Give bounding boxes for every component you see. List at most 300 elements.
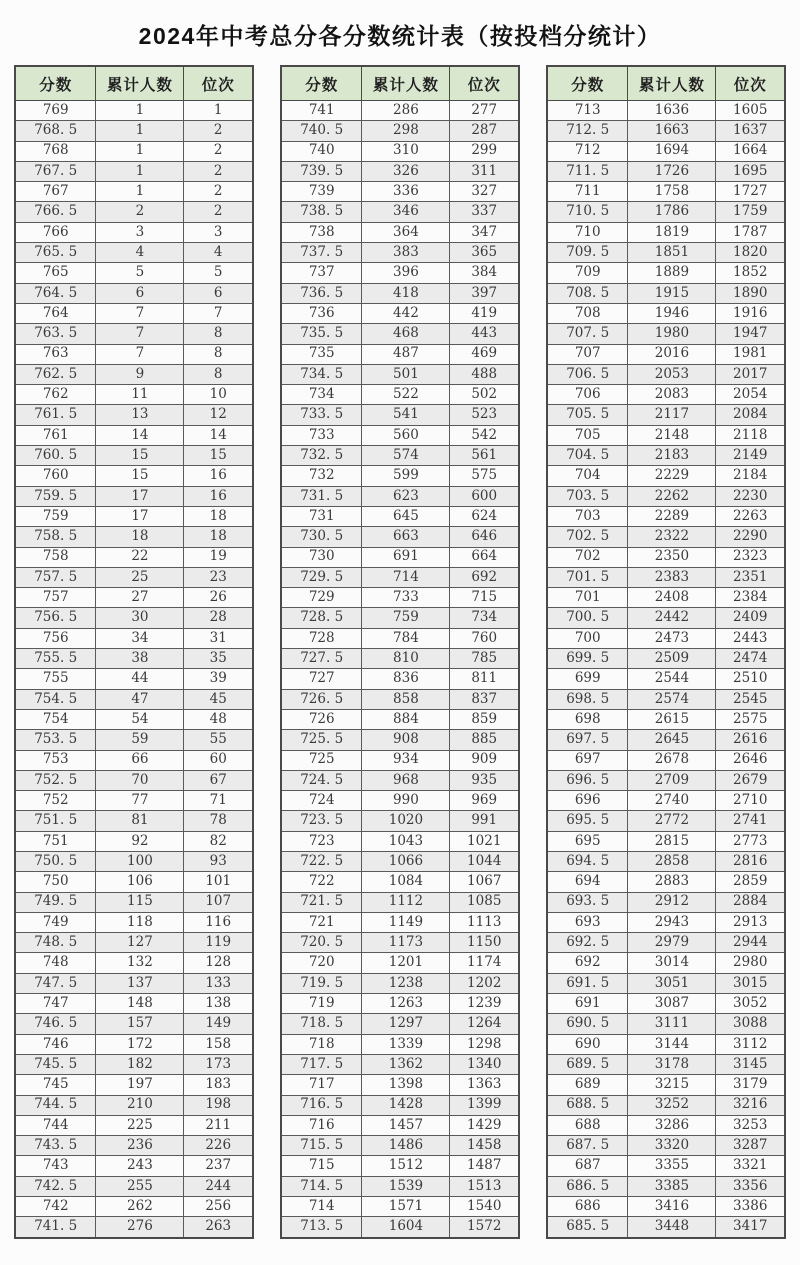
score-cell: 710. 5 [547,202,628,222]
header-row [281,66,519,101]
rank-cell: 2263 [716,506,785,526]
score-cell: 726. 5 [281,689,362,709]
cumulative-count-cell: 2912 [628,892,716,912]
table-row [547,831,785,851]
score-cell: 768 [15,141,96,161]
cumulative-count-cell: 2117 [628,405,716,425]
score-cell: 687. 5 [547,1136,628,1156]
table-row [281,121,519,141]
cumulative-count-cell: 1084 [362,872,450,892]
cumulative-count-cell: 2943 [628,912,716,932]
rank-cell: 158 [184,1034,253,1054]
rank-cell: 2913 [716,912,785,932]
cumulative-count-cell: 1 [96,182,184,202]
table-row [547,649,785,669]
cumulative-count-cell: 9 [96,364,184,384]
table-row [281,222,519,242]
score-cell: 712 [547,141,628,161]
table-row [15,588,253,608]
cumulative-count-cell: 172 [96,1034,184,1054]
table-row [15,831,253,851]
rank-cell: 1759 [716,202,785,222]
score-cell: 702 [547,547,628,567]
cumulative-count-cell: 1398 [362,1075,450,1095]
rank-cell: 226 [184,1136,253,1156]
cumulative-count-cell: 3252 [628,1095,716,1115]
score-cell: 689 [547,1075,628,1095]
score-cell: 741 [281,101,362,121]
rank-cell: 785 [450,649,519,669]
table-row [281,588,519,608]
cumulative-count-cell: 14 [96,425,184,445]
cumulative-count-cell: 784 [362,628,450,648]
cumulative-count-cell: 418 [362,283,450,303]
header-row [15,66,253,101]
table-row [15,1197,253,1217]
score-cell: 690 [547,1034,628,1054]
score-cell: 720. 5 [281,933,362,953]
rank-cell: 67 [184,770,253,790]
table-row [547,141,785,161]
table-row [15,608,253,628]
score-cell: 745. 5 [15,1054,96,1074]
cumulative-count-cell: 1915 [628,283,716,303]
rank-cell: 10 [184,385,253,405]
table-row [15,730,253,750]
rank-cell: 2 [184,121,253,141]
table-row [281,770,519,790]
cumulative-count-cell: 1851 [628,243,716,263]
table-row [547,202,785,222]
cumulative-count-cell: 714 [362,567,450,587]
rank-cell: 26 [184,588,253,608]
score-cell: 698 [547,709,628,729]
header-rank: 位次 [716,66,785,101]
table-row [15,973,253,993]
table-header [15,66,253,101]
score-cell: 719. 5 [281,973,362,993]
table-row [15,953,253,973]
cumulative-count-cell: 574 [362,446,450,466]
rank-cell: 1981 [716,344,785,364]
rank-cell: 39 [184,669,253,689]
score-cell: 754 [15,709,96,729]
rank-cell: 1429 [450,1115,519,1135]
cumulative-count-cell: 1604 [362,1217,450,1238]
rank-cell: 8 [184,364,253,384]
table-row [281,851,519,871]
table-row [281,141,519,161]
cumulative-count-cell: 468 [362,324,450,344]
cumulative-count-cell: 396 [362,263,450,283]
cumulative-count-cell: 262 [96,1197,184,1217]
table-row [15,263,253,283]
table-row [281,303,519,323]
rank-cell: 991 [450,811,519,831]
table-row [547,161,785,181]
rank-cell: 384 [450,263,519,283]
table-row [281,872,519,892]
header-score: 分数 [15,66,96,101]
score-cell: 764. 5 [15,283,96,303]
table-row [547,1014,785,1034]
table-row [15,750,253,770]
cumulative-count-cell: 2858 [628,851,716,871]
cumulative-count-cell: 1663 [628,121,716,141]
table-row [547,1075,785,1095]
table-row [547,1136,785,1156]
rank-cell: 2017 [716,364,785,384]
rank-cell: 3386 [716,1197,785,1217]
score-cell: 703. 5 [547,486,628,506]
cumulative-count-cell: 7 [96,344,184,364]
cumulative-count-cell: 908 [362,730,450,750]
cumulative-count-cell: 34 [96,628,184,648]
score-cell: 686. 5 [547,1176,628,1196]
cumulative-count-cell: 3416 [628,1197,716,1217]
rank-cell: 2741 [716,811,785,831]
table-row [547,973,785,993]
rank-cell: 6 [184,283,253,303]
rank-cell: 263 [184,1217,253,1238]
rank-cell: 138 [184,994,253,1014]
score-cell: 755 [15,669,96,689]
table-row [15,1075,253,1095]
table-row [15,892,253,912]
table-row [547,303,785,323]
table-row [281,405,519,425]
score-cell: 718. 5 [281,1014,362,1034]
cumulative-count-cell: 336 [362,182,450,202]
rank-cell: 78 [184,811,253,831]
score-cell: 753. 5 [15,730,96,750]
rank-cell: 277 [450,101,519,121]
cumulative-count-cell: 2016 [628,344,716,364]
score-cell: 730 [281,547,362,567]
score-cell: 718 [281,1034,362,1054]
table-row [547,1115,785,1135]
cumulative-count-cell: 3448 [628,1217,716,1238]
rank-cell: 2184 [716,466,785,486]
score-cell: 707. 5 [547,324,628,344]
score-cell: 769 [15,101,96,121]
table-row [15,466,253,486]
score-cell: 728. 5 [281,608,362,628]
score-cell: 708 [547,303,628,323]
score-cell: 752 [15,791,96,811]
rank-cell: 1572 [450,1217,519,1238]
rank-cell: 55 [184,730,253,750]
score-cell: 711 [547,182,628,202]
table-row [547,243,785,263]
header-cumulative-count: 累计人数 [96,66,184,101]
table-row [15,1115,253,1135]
table-row [281,243,519,263]
score-cell: 721 [281,912,362,932]
score-cell: 758. 5 [15,527,96,547]
rank-cell: 2 [184,202,253,222]
cumulative-count-cell: 2183 [628,446,716,466]
cumulative-count-cell: 2229 [628,466,716,486]
score-cell: 766. 5 [15,202,96,222]
cumulative-count-cell: 1043 [362,831,450,851]
cumulative-count-cell: 3051 [628,973,716,993]
table-row [281,730,519,750]
score-cell: 725 [281,750,362,770]
table-row [15,283,253,303]
score-cell: 704 [547,466,628,486]
cumulative-count-cell: 1362 [362,1054,450,1074]
rank-cell: 173 [184,1054,253,1074]
table-row [15,486,253,506]
cumulative-count-cell: 691 [362,547,450,567]
cumulative-count-cell: 1066 [362,851,450,871]
score-cell: 755. 5 [15,649,96,669]
rank-cell: 4 [184,243,253,263]
table-row [547,811,785,831]
cumulative-count-cell: 3355 [628,1156,716,1176]
score-cell: 749. 5 [15,892,96,912]
score-table-left [14,65,254,1239]
cumulative-count-cell: 487 [362,344,450,364]
table-row [15,872,253,892]
score-cell: 693. 5 [547,892,628,912]
cumulative-count-cell: 2709 [628,770,716,790]
score-cell: 691 [547,994,628,1014]
table-row [281,1095,519,1115]
table-row [547,425,785,445]
cumulative-count-cell: 7 [96,324,184,344]
rank-cell: 2679 [716,770,785,790]
rank-cell: 2384 [716,588,785,608]
cumulative-count-cell: 225 [96,1115,184,1135]
score-cell: 688 [547,1115,628,1135]
rank-cell: 575 [450,466,519,486]
score-cell: 696 [547,791,628,811]
table-row [547,994,785,1014]
rank-cell: 1487 [450,1156,519,1176]
cumulative-count-cell: 2678 [628,750,716,770]
table-row [15,364,253,384]
cumulative-count-cell: 6 [96,283,184,303]
score-cell: 756. 5 [15,608,96,628]
table-row [547,689,785,709]
rank-cell: 16 [184,466,253,486]
cumulative-count-cell: 3111 [628,1014,716,1034]
cumulative-count-cell: 2383 [628,567,716,587]
table-row [547,709,785,729]
table-row [281,709,519,729]
score-cell: 713 [547,101,628,121]
score-cell: 685. 5 [547,1217,628,1238]
score-cell: 689. 5 [547,1054,628,1074]
cumulative-count-cell: 1201 [362,953,450,973]
score-cell: 720 [281,953,362,973]
cumulative-count-cell: 1694 [628,141,716,161]
table-row [15,1136,253,1156]
rank-cell: 1820 [716,243,785,263]
tables-container [14,65,786,1239]
score-cell: 706. 5 [547,364,628,384]
score-cell: 744. 5 [15,1095,96,1115]
cumulative-count-cell: 2442 [628,608,716,628]
table-row [281,385,519,405]
table-row [281,263,519,283]
score-cell: 717. 5 [281,1054,362,1074]
table-row [15,547,253,567]
table-row [15,1014,253,1034]
score-cell: 761. 5 [15,405,96,425]
rank-cell: 2443 [716,628,785,648]
cumulative-count-cell: 17 [96,486,184,506]
table-row [547,669,785,689]
rank-cell: 837 [450,689,519,709]
table-row [281,364,519,384]
score-cell: 699 [547,669,628,689]
table-row [15,324,253,344]
rank-cell: 1605 [716,101,785,121]
table-row [547,121,785,141]
rank-cell: 1264 [450,1014,519,1034]
rank-cell: 2118 [716,425,785,445]
score-cell: 723 [281,831,362,851]
table-row [281,425,519,445]
cumulative-count-cell: 2262 [628,486,716,506]
score-cell: 756 [15,628,96,648]
header-rank: 位次 [184,66,253,101]
cumulative-count-cell: 70 [96,770,184,790]
score-cell: 742. 5 [15,1176,96,1196]
cumulative-count-cell: 1149 [362,912,450,932]
rank-cell: 443 [450,324,519,344]
cumulative-count-cell: 100 [96,851,184,871]
table-body [15,101,253,1238]
header-score: 分数 [547,66,628,101]
rank-cell: 28 [184,608,253,628]
score-cell: 751. 5 [15,811,96,831]
cumulative-count-cell: 759 [362,608,450,628]
cumulative-count-cell: 77 [96,791,184,811]
score-cell: 753 [15,750,96,770]
cumulative-count-cell: 2615 [628,709,716,729]
table-row [15,344,253,364]
rank-cell: 133 [184,973,253,993]
table-row [281,973,519,993]
cumulative-count-cell: 2574 [628,689,716,709]
table-row [547,364,785,384]
table-row [281,283,519,303]
score-cell: 759 [15,506,96,526]
table-row [281,994,519,1014]
cumulative-count-cell: 1339 [362,1034,450,1054]
rank-cell: 1150 [450,933,519,953]
table-row [281,1115,519,1135]
cumulative-count-cell: 22 [96,547,184,567]
rank-cell: 60 [184,750,253,770]
table-row [15,506,253,526]
rank-cell: 119 [184,933,253,953]
score-cell: 754. 5 [15,689,96,709]
score-cell: 694. 5 [547,851,628,871]
rank-cell: 2816 [716,851,785,871]
cumulative-count-cell: 27 [96,588,184,608]
rank-cell: 2773 [716,831,785,851]
cumulative-count-cell: 137 [96,973,184,993]
table-row [281,101,519,121]
score-cell: 767. 5 [15,161,96,181]
rank-cell: 1890 [716,283,785,303]
cumulative-count-cell: 2645 [628,730,716,750]
score-cell: 695 [547,831,628,851]
table-row [15,141,253,161]
table-row [547,588,785,608]
rank-cell: 18 [184,527,253,547]
rank-cell: 299 [450,141,519,161]
cumulative-count-cell: 47 [96,689,184,709]
cumulative-count-cell: 1238 [362,973,450,993]
rank-cell: 2 [184,141,253,161]
score-cell: 693 [547,912,628,932]
score-cell: 763. 5 [15,324,96,344]
cumulative-count-cell: 66 [96,750,184,770]
cumulative-count-cell: 1173 [362,933,450,953]
cumulative-count-cell: 1946 [628,303,716,323]
rank-cell: 859 [450,709,519,729]
score-cell: 765 [15,263,96,283]
rank-cell: 347 [450,222,519,242]
cumulative-count-cell: 541 [362,405,450,425]
rank-cell: 600 [450,486,519,506]
rank-cell: 2149 [716,446,785,466]
table-row [15,161,253,181]
rank-cell: 561 [450,446,519,466]
rank-cell: 2859 [716,872,785,892]
cumulative-count-cell: 1263 [362,994,450,1014]
cumulative-count-cell: 11 [96,385,184,405]
table-header [547,66,785,101]
score-cell: 762. 5 [15,364,96,384]
rank-cell: 1852 [716,263,785,283]
score-cell: 761 [15,425,96,445]
cumulative-count-cell: 884 [362,709,450,729]
table-row [547,283,785,303]
score-cell: 697 [547,750,628,770]
score-cell: 726 [281,709,362,729]
score-cell: 742 [15,1197,96,1217]
rank-cell: 397 [450,283,519,303]
rank-cell: 1727 [716,182,785,202]
cumulative-count-cell: 3178 [628,1054,716,1074]
score-cell: 737 [281,263,362,283]
score-cell: 700. 5 [547,608,628,628]
cumulative-count-cell: 3014 [628,953,716,973]
rank-cell: 2545 [716,689,785,709]
cumulative-count-cell: 1 [96,161,184,181]
rank-cell: 1202 [450,973,519,993]
score-cell: 724. 5 [281,770,362,790]
score-cell: 732. 5 [281,446,362,466]
rank-cell: 1540 [450,1197,519,1217]
table-row [547,933,785,953]
rank-cell: 14 [184,425,253,445]
rank-cell: 1239 [450,994,519,1014]
cumulative-count-cell: 236 [96,1136,184,1156]
score-cell: 748 [15,953,96,973]
score-cell: 727 [281,669,362,689]
table-row [15,933,253,953]
table-row [15,567,253,587]
score-cell: 734. 5 [281,364,362,384]
